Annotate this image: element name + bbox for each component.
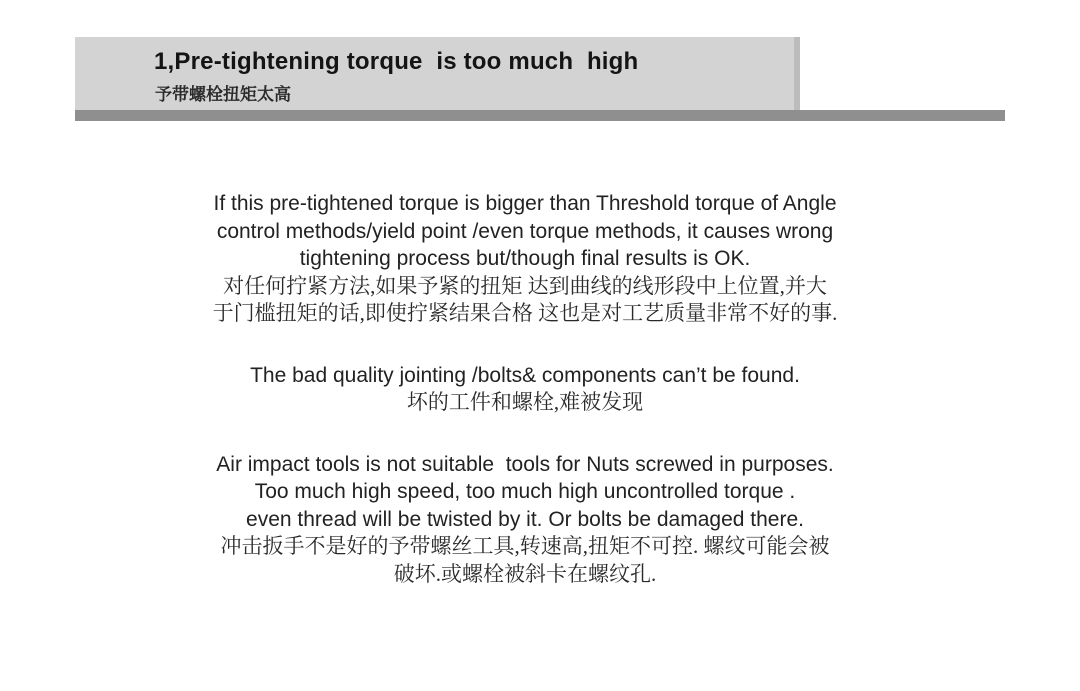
slide-body-text <box>0 190 1050 622</box>
body-line: tightening process but/though final results is OK. <box>299 247 751 270</box>
body-line-chinese: 破坏.或螺栓被斜卡在螺纹孔. <box>393 561 657 586</box>
title-underline-bar <box>75 110 1005 121</box>
body-line-chinese: 冲击扳手不是好的予带螺丝工具,转速高,扭矩不可控. 螺纹可能会被 <box>220 534 830 558</box>
body-line: If this pre-tightened torque is bigger than Threshold torque of Angle <box>213 192 837 215</box>
body-line-chinese: 对任何拧紧方法,如果予紧的扭矩 达到曲线的线形段中上位置,并大 <box>223 273 827 298</box>
body-line: control methods/yield point /even torque methods, it causes wrong <box>216 219 834 243</box>
slide-title: 1,Pre-tightening torque is too much high <box>154 48 639 75</box>
body-line: Too much high speed, too much high uncontrolled torque . <box>254 480 796 503</box>
body-line-chinese: 于门槛扭矩的话,即使拧紧结果合格 这也是对工艺质量非常不好的事. <box>212 301 838 325</box>
body-line: Air impact tools is not suitable tools for Nuts screwed in purposes. <box>216 452 834 476</box>
slide-subtitle-chinese: 予带螺栓扭矩太高 <box>155 85 291 104</box>
body-line: even thread will be twisted by it. Or bolts be damaged there. <box>246 507 804 531</box>
paragraph-bad-quality-jointing <box>0 362 1050 417</box>
body-line: The bad quality jointing /bolts& components can’t be found. <box>250 363 800 387</box>
paragraph-air-impact-tools <box>0 451 1050 589</box>
body-line-chinese: 坏的工件和螺栓,难被发现 <box>406 390 644 414</box>
slide-title-box <box>75 37 800 110</box>
paragraph-pretightened-torque <box>0 190 1050 328</box>
